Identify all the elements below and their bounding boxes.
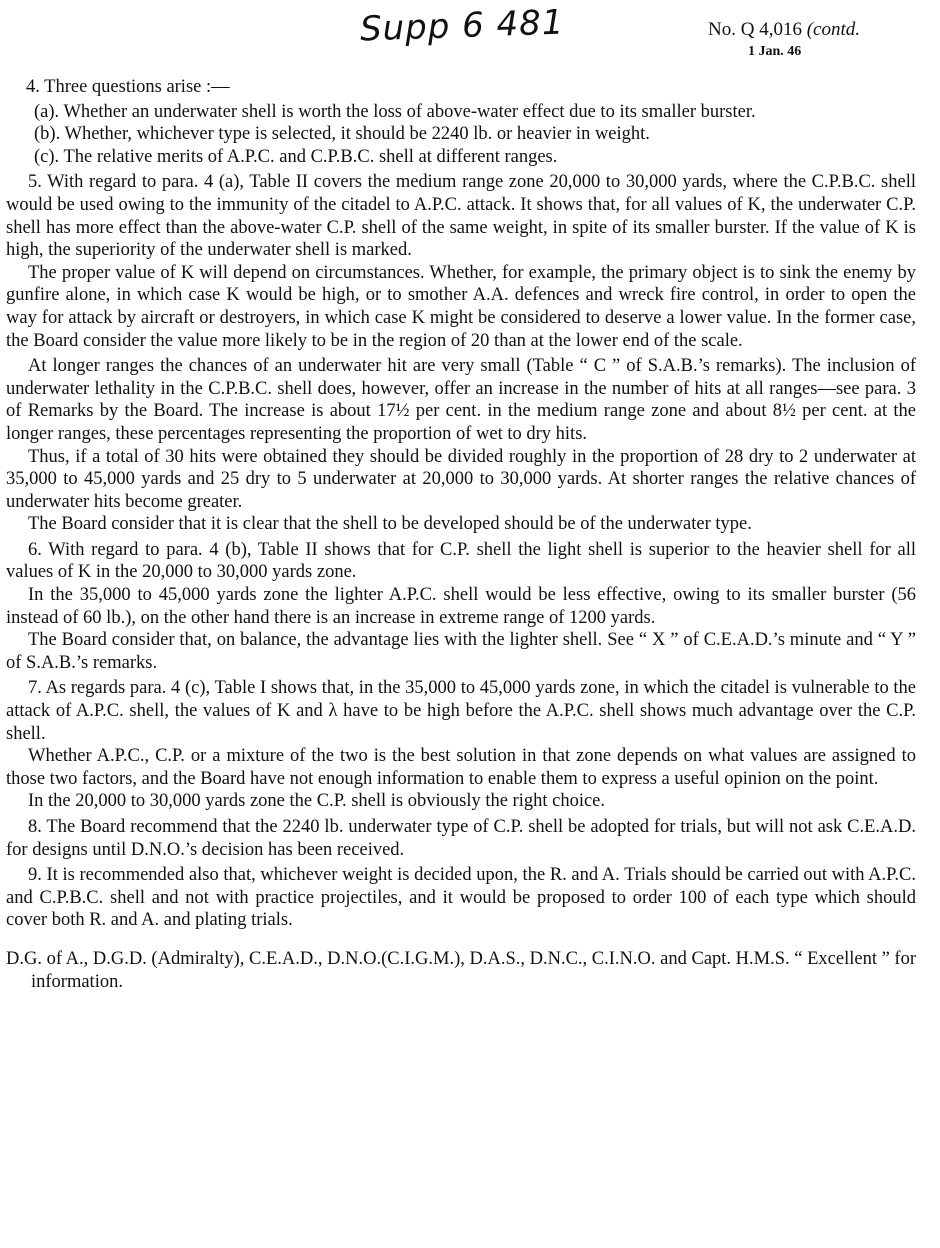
paragraph-5-continued-4: The Board consider that it is clear that the shell to be developed should be of the underwater type. — [28, 514, 752, 535]
paragraph-7: 7. As regards para. 4 (c), Table I shows that, in the 35,000 to 45,000 yards zone, in which the citadel is vulnerable to the attack of A.P.C. shell, the values of K and λ have to be high before the A.P.C. shell shows much advantage over the C.P. shell. — [6, 678, 916, 744]
paragraph-5-continued-2: At longer ranges the chances of an underwater hit are very small (Table “ C ” of S.A.B.’s remarks). The inclusion of underwater lethality in the C.P.B.C. shell does, however, offer an increase in the number of hits at all ranges—see para. 3 of Remarks by the Board. The increase is about 17½ per cent. in the medium range zone and about 8½ per cent. at the longer ranges, these percentages representing the proportion of wet to dry hits. — [6, 356, 916, 444]
paragraph-6-continued-2: The Board consider that, on balance, the advantage lies with the lighter shell. See “ X ” of C.E.A.D.’s minute and “ Y ” of S.A.B.’s remarks. — [6, 630, 916, 673]
document-reference — [708, 19, 860, 59]
paragraph-7-continued-2: In the 20,000 to 30,000 yards zone the C.P. shell is obviously the right choice. — [28, 791, 606, 812]
paragraph-5-continued-1: The proper value of K will depend on circumstances. Whether, for example, the primary object is to sink the enemy by gunfire alone, in which case K would be high, or to smother A.A. defences and wreck fire control, in order to open the way for attack by aircraft or destroyers, in which case K might be considered to deserve a lower value. In the former case, the Board consider the value more likely to be in the region of 20 than at the lower end of the scale. — [6, 262, 916, 351]
document-date: 1 Jan. 46 — [748, 44, 802, 59]
document-body — [6, 76, 916, 993]
paragraph-9: 9. It is recommended also that, whichever weight is decided upon, the R. and A. Trials should be carried out with A.P.C. and C.P.B.C. shell and not with practice projectiles, and it would be proposed to order 100 of each type which should cover both R. and A. and plating trials. — [6, 865, 916, 931]
reference-number: No. Q 4,016 — [708, 19, 802, 40]
paragraph-5: 5. With regard to para. 4 (a), Table II covers the medium range zone 20,000 to 30,000 yards, where the C.P.B.C. shell would be used owing to the immunity of the citadel to A.P.C. attack. It shows that, for all values of K, the underwater C.P. shell has more effect than the above-water C.P. shell of the same weight, in spite of its smaller burster. If the value of K is high, the superiority of the underwater shell is marked. — [6, 172, 916, 261]
paragraph-8: 8. The Board recommend that the 2240 lb. underwater type of C.P. shell be adopted for trials, but will not ask C.E.A.D. for designs until D.N.O.’s decision has been received. — [6, 817, 916, 860]
paragraph-7-continued-1: Whether A.P.C., C.P. or a mixture of the two is the best solution in that zone depends on what values are assigned to those two factors, and the Board have not enough information to enable them to express a useful opinion on the point. — [6, 746, 916, 789]
paragraph-4-intro: 4. Three questions arise :— — [26, 77, 230, 97]
distribution-list: D.G. of A., D.G.D. (Admiralty), C.E.A.D., D.N.O.(C.I.G.M.), D.A.S., D.N.C., C.I.N.O. and Capt. H.M.S. “ Excellent ” for information. — [6, 948, 916, 992]
paragraph-6: 6. With regard to para. 4 (b), Table II shows that for C.P. shell the light shell is superior to the heavier shell for all values of K in the 20,000 to 30,000 yards zone. — [6, 539, 916, 583]
handwritten-annotation: Supp 6 481 — [359, 2, 566, 50]
reference-suffix: (contd. — [806, 19, 860, 40]
paragraph-5-continued-3: Thus, if a total of 30 hits were obtained they should be divided roughly in the proportion of 28 dry to 2 underwater at 35,000 to 45,000 yards and 25 dry to 5 underwater at 20,000 to 30,000 yards. At shorter ranges the relative chances of underwater hits become greater. — [6, 446, 916, 512]
paragraph-4a: (a). Whether an underwater shell is worth the loss of above-water effect due to its smaller burster. — [34, 101, 756, 122]
paragraph-4c: (c). The relative merits of A.P.C. and C.P.B.C. shell at different ranges. — [34, 146, 558, 167]
paragraph-4b: (b). Whether, whichever type is selected, it should be 2240 lb. or heavier in weight. — [34, 124, 650, 145]
paragraph-6-continued-1: In the 35,000 to 45,000 yards zone the lighter A.P.C. shell would be less effective, owing to its smaller burster (56 instead of 60 lb.), on the other hand there is an increase in extreme range of 1200 yards. — [6, 585, 916, 628]
